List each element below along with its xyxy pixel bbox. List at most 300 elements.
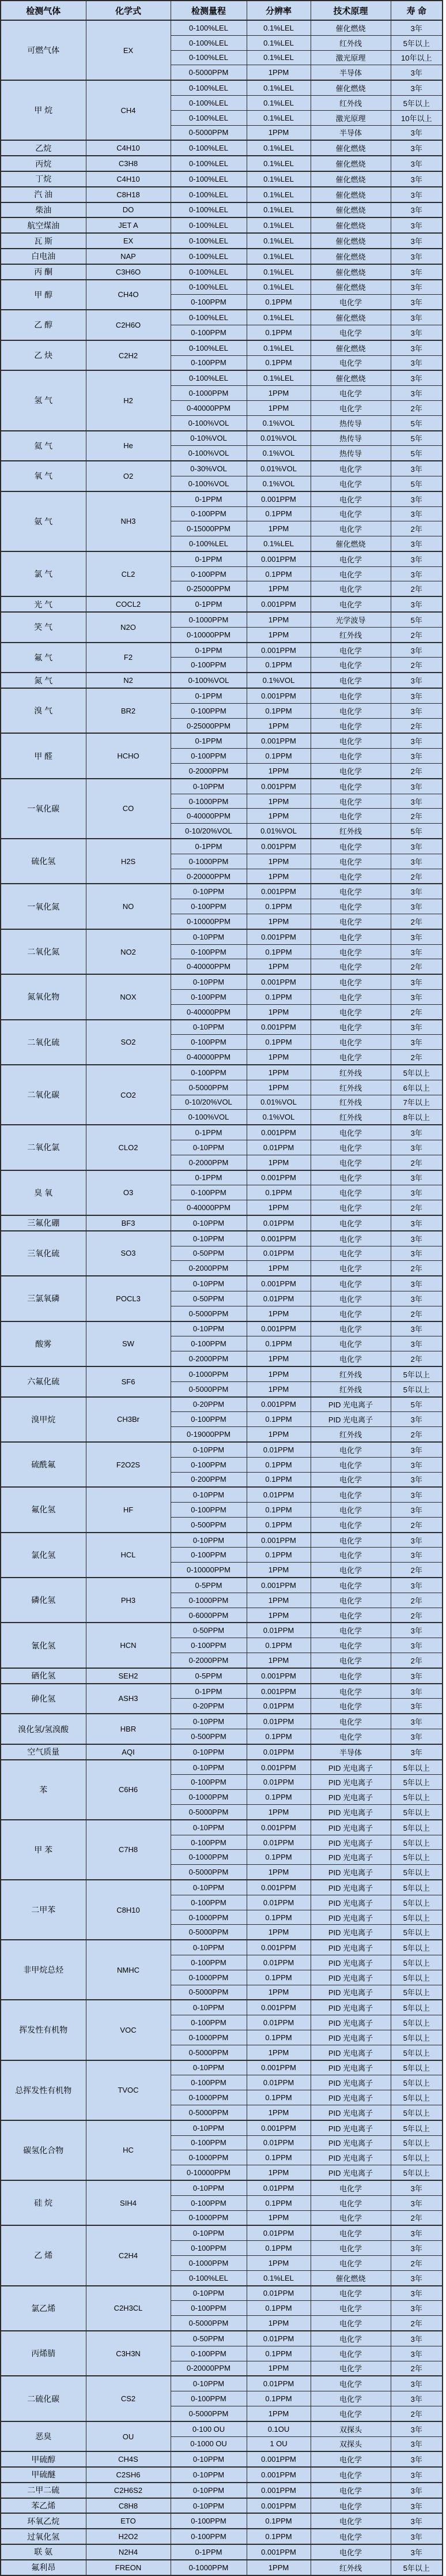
principle-cell: 电化学: [311, 1276, 391, 1291]
life-cell: 3年: [391, 1125, 443, 1140]
life-cell: 3年: [391, 536, 443, 551]
resolution-cell: 0.001PPM: [247, 884, 311, 899]
principle-cell: PID 光电离子: [311, 1865, 391, 1880]
life-cell: 3年: [391, 125, 443, 140]
resolution-cell: 0.1PPM: [247, 1517, 311, 1532]
resolution-cell: 0.1%VOL: [247, 446, 311, 461]
resolution-cell: 0.1PPM: [247, 295, 311, 310]
resolution-cell: 0.1PPM: [247, 1638, 311, 1653]
range-cell: 0-50PPM: [171, 1623, 247, 1638]
life-cell: 5年以上: [391, 2000, 443, 2015]
column-header-formula: 化学式: [86, 1, 171, 20]
formula-cell: ETO: [86, 2513, 171, 2529]
resolution-cell: 0.1%LEL: [247, 202, 311, 218]
formula-cell: SEH2: [86, 1668, 171, 1684]
gas-name-cell: 甲硫醇: [1, 2451, 86, 2467]
resolution-cell: 1PPM: [247, 1200, 311, 1215]
range-cell: 0-10PPM: [171, 1880, 247, 1895]
resolution-cell: 0.1PPM: [247, 1412, 311, 1427]
table-row: [1, 596, 443, 612]
resolution-cell: 0.001PPM: [247, 643, 311, 658]
formula-cell: CH4O: [86, 280, 171, 310]
range-cell: 0-100%LEL: [171, 536, 247, 551]
principle-cell: 电化学: [311, 2376, 391, 2391]
life-cell: 3年: [391, 2391, 443, 2406]
life-cell: 2年: [391, 2210, 443, 2225]
life-cell: 3年: [391, 2467, 443, 2483]
range-cell: 0-100%VOL: [171, 476, 247, 491]
resolution-cell: 0.01PPM: [247, 1215, 311, 1231]
range-cell: 0-100PPM: [171, 1412, 247, 1427]
gas-name-cell: 一氧化碳: [1, 779, 86, 839]
life-cell: 3年: [391, 2483, 443, 2498]
life-cell: 5年以上: [391, 1970, 443, 1985]
principle-cell: 电化学: [311, 733, 391, 748]
range-cell: 0-10PPM: [171, 2483, 247, 2498]
principle-cell: 激光原理: [311, 110, 391, 125]
table-row: [1, 1125, 443, 1140]
principle-cell: PID 光电离子: [311, 2090, 391, 2105]
life-cell: 3年: [391, 2346, 443, 2361]
life-cell: 5年以上: [391, 1366, 443, 1381]
range-cell: 0-100PPM: [171, 990, 247, 1005]
formula-cell: HC: [86, 2120, 171, 2180]
resolution-cell: 0.01%VOL: [247, 431, 311, 446]
resolution-cell: 1PPM: [247, 1593, 311, 1608]
formula-cell: H2S: [86, 839, 171, 884]
range-cell: 0-100%LEL: [171, 340, 247, 355]
range-cell: 0-10PPM: [171, 1487, 247, 1502]
range-cell: 0-500PPM: [171, 1729, 247, 1744]
life-cell: 2年: [391, 1653, 443, 1668]
life-cell: 2年: [391, 1050, 443, 1065]
principle-cell: 电化学: [311, 2316, 391, 2331]
range-cell: 0-1PPM: [171, 839, 247, 854]
table-row: [1, 2286, 443, 2301]
range-cell: 0-100PPM: [171, 1835, 247, 1850]
principle-cell: 催化燃烧: [311, 310, 391, 325]
formula-cell: NO2: [86, 929, 171, 974]
formula-cell: OU: [86, 2421, 171, 2452]
resolution-cell: 0.001PPM: [247, 733, 311, 748]
principle-cell: 催化燃烧: [311, 156, 391, 171]
table-row: [1, 779, 443, 794]
gas-name-cell: 总挥发性有机物: [1, 2060, 86, 2120]
table-row: [1, 461, 443, 476]
resolution-cell: 0.1%LEL: [247, 264, 311, 280]
table-row: [1, 2498, 443, 2514]
range-cell: 0-40000PPM: [171, 1004, 247, 1019]
range-cell: 0-1PPM: [171, 2544, 247, 2560]
principle-cell: 电化学: [311, 566, 391, 581]
table-row: [1, 20, 443, 35]
life-cell: 3年: [391, 1623, 443, 1638]
life-cell: 2年: [391, 718, 443, 733]
resolution-cell: 1PPM: [247, 869, 311, 884]
formula-cell: BR2: [86, 688, 171, 733]
principle-cell: 电化学: [311, 1170, 391, 1185]
column-header-lifespan: 寿 命: [391, 1, 443, 20]
principle-cell: 电化学: [311, 869, 391, 884]
principle-cell: 电化学: [311, 854, 391, 869]
resolution-cell: 0.1PPM: [247, 2241, 311, 2256]
life-cell: 5年以上: [391, 1065, 443, 1080]
resolution-cell: 0.001PPM: [247, 1231, 311, 1246]
range-cell: 0-100%LEL: [171, 171, 247, 187]
principle-cell: 电化学: [311, 1336, 391, 1351]
resolution-cell: 0.1%LEL: [247, 233, 311, 249]
principle-cell: PID 光电离子: [311, 2045, 391, 2060]
life-cell: 3年: [391, 1291, 443, 1306]
life-cell: 2年: [391, 1261, 443, 1276]
principle-cell: 电化学: [311, 673, 391, 688]
range-cell: 0-100PPM: [171, 2391, 247, 2406]
resolution-cell: 1PPM: [247, 1306, 311, 1321]
formula-cell: SIH4: [86, 2180, 171, 2225]
principle-cell: 催化燃烧: [311, 80, 391, 95]
gas-name-cell: 氰化氢: [1, 1623, 86, 1668]
gas-name-cell: 甲 醇: [1, 280, 86, 310]
range-cell: 0-100PPM: [171, 1457, 247, 1472]
life-cell: 3年: [391, 2286, 443, 2301]
life-cell: 5年以上: [391, 1775, 443, 1790]
formula-cell: C6H6: [86, 1760, 171, 1820]
resolution-cell: 0.001PPM: [247, 2120, 311, 2135]
principle-cell: 电化学: [311, 990, 391, 1005]
principle-cell: 红外线: [311, 35, 391, 50]
principle-cell: 红外线: [311, 1095, 391, 1110]
principle-cell: 红外线: [311, 1366, 391, 1381]
range-cell: 0-25000PPM: [171, 718, 247, 733]
table-row: [1, 929, 443, 944]
formula-cell: SO2: [86, 1020, 171, 1065]
life-cell: 3年: [391, 1578, 443, 1593]
table-row: [1, 202, 443, 218]
table-row: [1, 1578, 443, 1593]
resolution-cell: 1PPM: [247, 2045, 311, 2060]
gas-name-cell: 三氧化硫: [1, 1231, 86, 1276]
range-cell: 0-25000PPM: [171, 581, 247, 596]
resolution-cell: 0.001PPM: [247, 1170, 311, 1185]
formula-cell: HCL: [86, 1533, 171, 1578]
life-cell: 5年以上: [391, 2015, 443, 2030]
principle-cell: 电化学: [311, 1442, 391, 1457]
principle-cell: PID 光电离子: [311, 2015, 391, 2030]
gas-name-cell: 氢 气: [1, 370, 86, 430]
range-cell: 0-40000PPM: [171, 959, 247, 974]
principle-cell: 热传导: [311, 415, 391, 430]
life-cell: 3年: [391, 2436, 443, 2451]
resolution-cell: 1PPM: [247, 1653, 311, 1668]
range-cell: 0-5000PPM: [171, 1805, 247, 1820]
life-cell: 3年: [391, 703, 443, 718]
resolution-cell: 0.001PPM: [247, 1533, 311, 1548]
range-cell: 0-5000PPM: [171, 1925, 247, 1940]
gas-name-cell: 一氧化氮: [1, 884, 86, 929]
formula-cell: He: [86, 431, 171, 461]
table-row: [1, 2060, 443, 2075]
table-row: [1, 2421, 443, 2436]
principle-cell: 催化燃烧: [311, 187, 391, 202]
formula-cell: CS2: [86, 2376, 171, 2421]
formula-cell: C4H10: [86, 171, 171, 187]
principle-cell: PID 光电离子: [311, 1970, 391, 1985]
life-cell: 2年: [391, 2361, 443, 2376]
table-row: [1, 1276, 443, 1291]
life-cell: 3年: [391, 295, 443, 310]
formula-cell: O3: [86, 1170, 171, 1215]
range-cell: 0-200PPM: [171, 1472, 247, 1487]
life-cell: 5年以上: [391, 1865, 443, 1880]
resolution-cell: 0.01PPM: [247, 1744, 311, 1760]
life-cell: 3年: [391, 202, 443, 218]
principle-cell: 双探头: [311, 2421, 391, 2436]
principle-cell: 催化燃烧: [311, 264, 391, 280]
gas-name-cell: 乙 醇: [1, 310, 86, 340]
life-cell: 3年: [391, 1548, 443, 1563]
life-cell: 3年: [391, 854, 443, 869]
formula-cell: N2O: [86, 612, 171, 643]
range-cell: 0-5000PPM: [171, 125, 247, 140]
table-row: [1, 310, 443, 325]
principle-cell: 电化学: [311, 386, 391, 401]
principle-cell: 电化学: [311, 551, 391, 566]
gas-name-cell: 二氧化硫: [1, 1020, 86, 1065]
formula-cell: HF: [86, 1487, 171, 1532]
life-cell: 2年: [391, 1351, 443, 1366]
range-cell: 0-1000PPM: [171, 794, 247, 809]
gas-name-cell: 恶臭: [1, 2421, 86, 2452]
principle-cell: 电化学: [311, 658, 391, 673]
principle-cell: 电化学: [311, 2346, 391, 2361]
formula-cell: NMHC: [86, 1940, 171, 2000]
life-cell: 5年以上: [391, 2090, 443, 2105]
resolution-cell: 0.01PPM: [247, 1955, 311, 1970]
principle-cell: 催化燃烧: [311, 536, 391, 551]
principle-cell: 电化学: [311, 2180, 391, 2195]
life-cell: 6年以上: [391, 1080, 443, 1095]
principle-cell: 电化学: [311, 2241, 391, 2256]
gas-name-cell: 二氧化氮: [1, 929, 86, 974]
range-cell: 0-10/20%VOL: [171, 824, 247, 839]
resolution-cell: 0.1PPM: [247, 2301, 311, 2316]
resolution-cell: 1PPM: [247, 1985, 311, 2000]
range-cell: 0-100PPM: [171, 2513, 247, 2529]
life-cell: 3年: [391, 1729, 443, 1744]
table-row: [1, 612, 443, 627]
range-cell: 0-100%LEL: [171, 110, 247, 125]
life-cell: 3年: [391, 2301, 443, 2316]
formula-cell: NAP: [86, 249, 171, 264]
formula-cell: C2H6S2: [86, 2483, 171, 2498]
life-cell: 5年以上: [391, 2560, 443, 2575]
principle-cell: 电化学: [311, 2195, 391, 2210]
formula-cell: C2SH6: [86, 2467, 171, 2483]
formula-cell: F2O2S: [86, 1442, 171, 1487]
resolution-cell: 1PPM: [247, 2165, 311, 2180]
range-cell: 0-1PPM: [171, 1125, 247, 1140]
formula-cell: C8H18: [86, 187, 171, 202]
resolution-cell: 0.1%LEL: [247, 80, 311, 95]
resolution-cell: 0.01PPM: [247, 1291, 311, 1306]
range-cell: 0-100%LEL: [171, 20, 247, 35]
life-cell: 2年: [391, 581, 443, 596]
principle-cell: 红外线: [311, 1080, 391, 1095]
principle-cell: 电化学: [311, 779, 391, 794]
table-row: [1, 2529, 443, 2544]
principle-cell: 光学波导: [311, 612, 391, 627]
principle-cell: 电化学: [311, 749, 391, 764]
range-cell: 0-1PPM: [171, 1684, 247, 1699]
resolution-cell: 1PPM: [247, 1366, 311, 1381]
resolution-cell: 0.1PPM: [247, 1548, 311, 1563]
range-cell: 0-10PPM: [171, 2000, 247, 2015]
range-cell: 0-100PPM: [171, 2529, 247, 2544]
life-cell: 3年: [391, 506, 443, 521]
life-cell: 5年以上: [391, 2150, 443, 2165]
principle-cell: 电化学: [311, 2406, 391, 2421]
formula-cell: CO: [86, 779, 171, 839]
range-cell: 0-100PPM: [171, 1503, 247, 1518]
resolution-cell: 0.001PPM: [247, 491, 311, 506]
resolution-cell: 0.001PPM: [247, 2000, 311, 2015]
column-header-range: 检测量程: [171, 1, 247, 20]
table-row: [1, 733, 443, 748]
formula-cell: C2H3CL: [86, 2286, 171, 2331]
range-cell: 0-100%LEL: [171, 80, 247, 95]
principle-cell: 电化学: [311, 1306, 391, 1321]
principle-cell: 电化学: [311, 718, 391, 733]
table-row: [1, 974, 443, 989]
life-cell: 5年以上: [391, 1895, 443, 1910]
range-cell: 0-40000PPM: [171, 809, 247, 824]
range-cell: 0-20000PPM: [171, 2361, 247, 2376]
resolution-cell: 1PPM: [247, 1608, 311, 1623]
life-cell: 3年: [391, 1321, 443, 1336]
table-row: [1, 1744, 443, 1760]
gas-name-cell: 乙烷: [1, 140, 86, 156]
life-cell: 3年: [391, 461, 443, 476]
range-cell: 0-1000PPM: [171, 2150, 247, 2165]
principle-cell: 电化学: [311, 295, 391, 310]
life-cell: 5年: [391, 612, 443, 627]
life-cell: 2年: [391, 959, 443, 974]
gas-name-cell: 二氧化氯: [1, 1125, 86, 1170]
table-row: [1, 1714, 443, 1729]
resolution-cell: 1PPM: [247, 1925, 311, 1940]
life-cell: 2年: [391, 627, 443, 642]
gas-name-cell: 氮氧化物: [1, 974, 86, 1019]
principle-cell: 电化学: [311, 2210, 391, 2225]
formula-cell: SO3: [86, 1231, 171, 1276]
principle-cell: 电化学: [311, 643, 391, 658]
life-cell: 5年以上: [391, 2030, 443, 2045]
range-cell: 0-1000PPM: [171, 2090, 247, 2105]
resolution-cell: 0.01PPM: [247, 2331, 311, 2346]
life-cell: 5年以上: [391, 1850, 443, 1865]
principle-cell: 红外线: [311, 627, 391, 642]
resolution-cell: 0.001PPM: [247, 551, 311, 566]
resolution-cell: 0.1PPM: [247, 2346, 311, 2361]
resolution-cell: 0.1%LEL: [247, 280, 311, 295]
principle-cell: 电化学: [311, 2513, 391, 2529]
formula-cell: ASH3: [86, 1684, 171, 1714]
life-cell: 3年: [391, 1231, 443, 1246]
life-cell: 3年: [391, 1246, 443, 1261]
range-cell: 0-10PPM: [171, 1940, 247, 1955]
resolution-cell: 0.001PPM: [247, 1020, 311, 1035]
principle-cell: 电化学: [311, 2498, 391, 2514]
life-cell: 3年: [391, 325, 443, 340]
table-row: [1, 2331, 443, 2346]
table-row: [1, 187, 443, 202]
life-cell: 5年以上: [391, 2045, 443, 2060]
resolution-cell: 0.001PPM: [247, 596, 311, 612]
range-cell: 0-100PPM: [171, 703, 247, 718]
life-cell: 3年: [391, 2180, 443, 2195]
table-row: [1, 340, 443, 355]
range-cell: 0-100PPM: [171, 1035, 247, 1050]
range-cell: 0-10PPM: [171, 1533, 247, 1548]
resolution-cell: 0.1PPM: [247, 1910, 311, 1925]
principle-cell: 电化学: [311, 1548, 391, 1563]
resolution-cell: 1PPM: [247, 809, 311, 824]
life-cell: 3年: [391, 1457, 443, 1472]
resolution-cell: 1PPM: [247, 718, 311, 733]
resolution-cell: 0.01PPM: [247, 2135, 311, 2150]
table-row: [1, 2560, 443, 2575]
life-cell: 2年: [391, 1608, 443, 1623]
life-cell: 3年: [391, 990, 443, 1005]
table-row: [1, 280, 443, 295]
resolution-cell: 0.1PPM: [247, 1729, 311, 1744]
column-header-resolution: 分辨率: [247, 1, 311, 20]
life-cell: 3年: [391, 2376, 443, 2391]
gas-name-cell: 白电油: [1, 249, 86, 264]
life-cell: 3年: [391, 673, 443, 688]
resolution-cell: 0.1PPM: [247, 566, 311, 581]
principle-cell: 电化学: [311, 1020, 391, 1035]
gas-name-cell: 甲 苯: [1, 1820, 86, 1880]
gas-name-cell: 氯 气: [1, 551, 86, 596]
resolution-cell: 0.1%LEL: [247, 171, 311, 187]
life-cell: 3年: [391, 1668, 443, 1684]
principle-cell: PID 光电离子: [311, 2000, 391, 2015]
life-cell: 5年以上: [391, 1381, 443, 1396]
range-cell: 0-6000PPM: [171, 1608, 247, 1623]
resolution-cell: 0.01PPM: [247, 1699, 311, 1714]
table-row: [1, 643, 443, 658]
resolution-cell: 0.1PPM: [247, 325, 311, 340]
life-cell: 3年: [391, 596, 443, 612]
range-cell: 0-1000PPM: [171, 2210, 247, 2225]
principle-cell: 电化学: [311, 1503, 391, 1518]
resolution-cell: 0.01PPM: [247, 1775, 311, 1790]
resolution-cell: 0.1PPM: [247, 658, 311, 673]
principle-cell: 催化燃烧: [311, 171, 391, 187]
resolution-cell: 1PPM: [247, 400, 311, 415]
range-cell: 0-10PPM: [171, 2467, 247, 2483]
resolution-cell: 0.1%LEL: [247, 310, 311, 325]
range-cell: 0-10PPM: [171, 2498, 247, 2514]
principle-cell: 电化学: [311, 809, 391, 824]
life-cell: 5年: [391, 431, 443, 446]
resolution-cell: 0.1PPM: [247, 1503, 311, 1518]
formula-cell: C3H3N: [86, 2331, 171, 2376]
life-cell: 2年: [391, 1200, 443, 1215]
life-cell: 3年: [391, 1185, 443, 1200]
principle-cell: 电化学: [311, 1578, 391, 1593]
